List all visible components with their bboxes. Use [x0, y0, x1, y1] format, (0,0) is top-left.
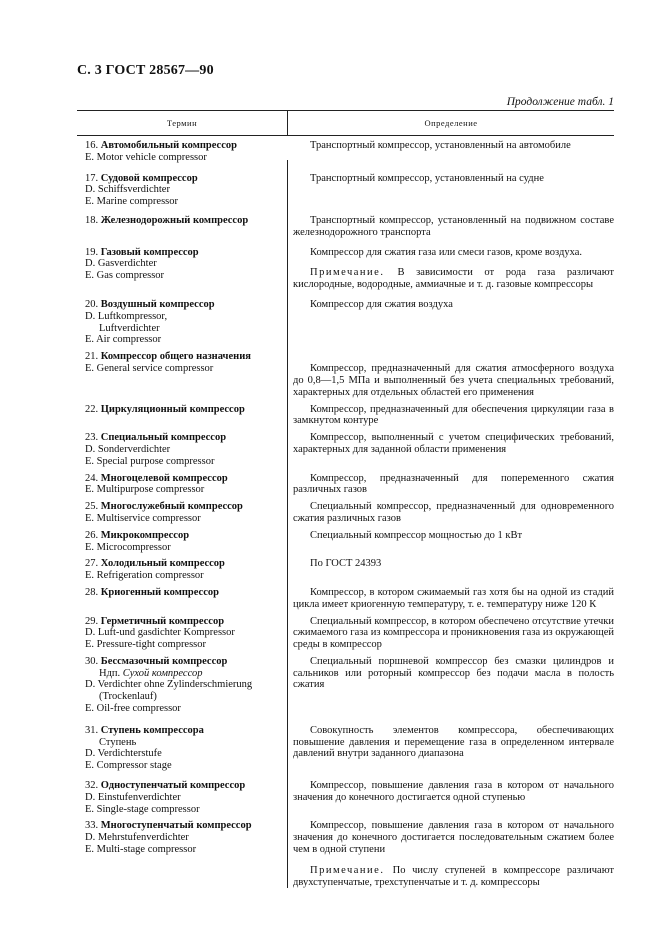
definition-cell [287, 140, 614, 164]
definition-text: По ГОСТ 24393 [310, 558, 382, 570]
term-ru: Судовой компрессор [100, 172, 198, 184]
term-cell [77, 215, 287, 239]
term-ru: Автомобильный компрессор [100, 140, 237, 151]
definition-cell [287, 558, 614, 582]
definition-text: Компрессор, выполненный с учетом специфических требований, характерных для заданной области применения [293, 432, 614, 455]
definition-cell [287, 404, 614, 428]
term-ru: Одноступенчатый компрессор [100, 780, 246, 792]
table-row [77, 656, 614, 715]
table-row [77, 530, 614, 554]
definition-cell [287, 432, 614, 467]
term-number: 25. [85, 501, 101, 513]
table-row [77, 820, 614, 888]
page-header: С. 3 ГОСТ 28567—90 [77, 63, 214, 78]
table-row [77, 299, 614, 346]
definition-text: Специальный поршневой компрессор без смазки цилиндров и сальников или роторный компрессор без подачи масла в полость сжатия [293, 655, 614, 691]
note-label: Примечание. [310, 267, 398, 279]
definition-cell [287, 247, 614, 291]
term-equivalent: E. Multipurpose compressor [85, 484, 205, 496]
term-equivalent: D. Luft-und gasdichter Kompressor [85, 627, 235, 639]
term-equivalent: E. Motor vehicle compressor [85, 151, 207, 163]
term-ru: Микрокомпрессор [100, 529, 190, 541]
term-heading [85, 501, 287, 513]
table-row [77, 558, 614, 582]
term-number: 26. [85, 529, 101, 541]
term-equivalent: D. Mehrstufenverdichter [85, 832, 189, 844]
term-number: 29. [85, 615, 101, 627]
term-number: 19. [85, 246, 101, 258]
term-equivalent: E. Single-stage compressor [85, 803, 200, 815]
term-ru: Бессмазочный компрессор [100, 655, 228, 667]
term-number: 20. [85, 298, 101, 310]
term-ru: Воздушный компрессор [100, 298, 215, 310]
term-equivalent: D. Sonderverdichter [85, 443, 171, 455]
term-ru: Циркуляционный компрессор [100, 403, 245, 415]
term-cell [77, 820, 287, 888]
table-row [77, 215, 614, 239]
term-heading [85, 404, 287, 416]
term-ru: Криогенный компрессор [100, 586, 219, 598]
term-number: 24. [85, 472, 101, 484]
term-equivalent: E. Gas compressor [85, 270, 165, 282]
term-cell [77, 725, 287, 772]
term-heading [85, 473, 287, 485]
term-cell [77, 140, 287, 164]
term-heading [85, 725, 287, 737]
table-row [77, 616, 614, 651]
note-text: По числу ступеней в компрессоре различают двухступенчатые, трехступенчатые и т. д. компрессоры [293, 864, 614, 888]
term-ru: Специальный компрессор [100, 432, 227, 444]
term-equivalent [85, 668, 287, 680]
table-row [77, 473, 614, 497]
term-cell [77, 351, 287, 398]
term-number: 32. [85, 780, 101, 792]
note-text: В зависимости от рода газа различают кислородные, водородные, аммиачные и т. д. газовые компрессоры [293, 267, 614, 291]
term-equivalent: D. Verdichter ohne Zylinderschmierung [85, 679, 253, 691]
definition-cell [287, 173, 614, 208]
term-equivalent: E. Marine compressor [85, 196, 179, 208]
note-label: Примечание. [310, 864, 393, 876]
term-ru: Многоцелевой компрессор [100, 472, 228, 484]
definition-cell [287, 351, 614, 398]
definition-text: Компрессор, в котором сжимаемый газ хотя бы на одной из стадий цикла имеет криогенную температуру, т. е. температуру ниже 120 К [293, 586, 614, 610]
table-row [77, 140, 614, 164]
term-heading [85, 247, 287, 259]
term-cell [77, 299, 287, 346]
definition-text: Компрессор для сжатия газа или смеси газов, кроме воздуха. [310, 246, 582, 258]
term-number: 30. [85, 655, 101, 667]
term-number: 17. [85, 172, 101, 184]
definition-cell [287, 616, 614, 651]
definition-cell [287, 215, 614, 239]
definition-text: Специальный компрессор мощностью до 1 кВт [310, 529, 523, 541]
terms-table [77, 110, 614, 888]
definition-text: Транспортный компрессор, установленный на судне [310, 172, 544, 184]
table-continuation: Продолжение табл. 1 [506, 96, 614, 108]
definition-note [293, 267, 614, 291]
term-heading [85, 656, 287, 668]
term-equivalent: D. Schiffsverdichter [85, 184, 170, 196]
term-equivalent: E. Refrigeration compressor [85, 570, 204, 582]
term-number: 33. [85, 820, 101, 832]
term-ru: Компрессор общего назначения [100, 351, 251, 363]
term-number: 16. [85, 140, 101, 151]
term-number: 21. [85, 351, 101, 363]
definition-text: Совокупность элементов компрессора, обеспечивающих повышение давления и перемещение газа в определенном интервале давлений внутри заданного диапазона [293, 724, 614, 760]
term-number: 27. [85, 558, 101, 570]
term-cell [77, 432, 287, 467]
term-heading [85, 587, 287, 599]
term-number: 23. [85, 432, 101, 444]
table-row [77, 432, 614, 467]
term-heading [85, 558, 287, 570]
term-heading [85, 173, 287, 185]
term-cell [77, 473, 287, 497]
term-label: Ндп. [99, 667, 123, 679]
term-equivalent: E. Multi-stage compressor [85, 844, 197, 856]
term-ru: Герметичный компрессор [100, 615, 225, 627]
table-row [77, 587, 614, 611]
term-equivalent: E. Pressure-tight compressor [85, 639, 207, 651]
definition-cell [287, 530, 614, 554]
definition-note [293, 865, 614, 889]
definition-text: Транспортный компрессор, установленный на подвижном составе железнодорожного транспорта [293, 214, 614, 238]
term-ru: Железнодорожный компрессор [100, 214, 249, 226]
term-equivalent: E. General service compressor [85, 362, 214, 374]
term-cell [77, 247, 287, 291]
definition-cell [287, 473, 614, 497]
term-cell [77, 501, 287, 525]
table-row [77, 780, 614, 815]
term-ru: Газовый компрессор [100, 246, 199, 258]
definition-cell [287, 725, 614, 772]
definition-text: Компрессор, предназначенный для попеременного сжатия различных газов [293, 472, 614, 496]
definition-text: Компрессор, повышение давления газа в котором от начального значения до конечного достигается одной ступенью [293, 780, 614, 803]
column-term: Термин [77, 111, 288, 135]
column-definition: Определение [424, 118, 478, 128]
definition-text: Транспортный компрессор, установленный на автомобиле [310, 140, 571, 151]
term-cell [77, 173, 287, 208]
term-equivalent: D. Luftkompressor, [85, 310, 168, 322]
definition-cell [287, 587, 614, 611]
definition-cell [287, 299, 614, 346]
table-row [77, 351, 614, 398]
term-ru: Холодильный компрессор [100, 558, 225, 570]
term-heading [85, 215, 287, 227]
term-heading [85, 616, 287, 628]
table-row [77, 247, 614, 291]
term-cell [77, 780, 287, 815]
definition-text: Специальный компрессор, предназначенный для одновременного сжатия различных газов [293, 501, 614, 524]
term-equivalent: D. Verdichterstufe [85, 748, 162, 760]
term-equivalent: E. Microcompressor [85, 541, 171, 553]
term-equivalent: Ступень [99, 736, 137, 748]
term-equivalent: (Trockenlauf) [99, 691, 157, 703]
term-heading [85, 351, 287, 363]
term-ru: Многоступенчатый компрессор [100, 820, 252, 832]
table-row [77, 404, 614, 428]
term-heading [85, 780, 287, 792]
definition-cell [287, 780, 614, 815]
table-row [77, 501, 614, 525]
term-equivalent: D. Einstufenverdichter [85, 791, 181, 803]
term-number: 31. [85, 724, 101, 736]
term-cell [77, 530, 287, 554]
term-equivalent: E. Oil-free compressor [85, 703, 181, 715]
table-body [77, 136, 614, 888]
table-row [77, 173, 614, 208]
term-cell [77, 587, 287, 611]
definition-text: Компрессор, повышение давления газа в котором от начального значения до конечного достигается последовательным сжатием более чем в одной ступени [293, 820, 614, 856]
term-ru: Ступень компрессора [100, 724, 204, 736]
term-heading [85, 530, 287, 542]
term-cell [77, 404, 287, 428]
definition-text: Специальный компрессор, в котором обеспечено отсутствие утечки сжимаемого газа из компрессора и проникновения газа из окружающей среды в компрессор [293, 615, 614, 651]
definition-text: Компрессор, предназначенный для сжатия атмосферного воздуха до 0,8—1,5 МПа и выполненный без учета специальных требований, характерных для отдельных областей его применения [293, 363, 614, 398]
term-number: 22. [85, 403, 101, 415]
term-cell [77, 616, 287, 651]
definition-text: Компрессор, предназначенный для обеспечения циркуляции газа в замкнутом контуре [293, 403, 614, 427]
term-heading [85, 140, 287, 152]
term-cell [77, 558, 287, 582]
definition-text: Компрессор для сжатия воздуха [310, 298, 453, 310]
term-equivalent: Luftverdichter [99, 322, 160, 334]
definition-cell [287, 656, 614, 715]
term-equivalent: E. Special purpose compressor [85, 455, 215, 467]
term-ru: Многослужебный компрессор [100, 501, 243, 513]
term-heading [85, 432, 287, 444]
term-cell [77, 656, 287, 715]
column-divider [287, 160, 288, 888]
term-deprecated: Сухой компрессор [122, 667, 203, 679]
term-heading [85, 299, 287, 311]
table-row [77, 725, 614, 772]
term-heading [85, 820, 287, 832]
definition-cell [287, 820, 614, 888]
term-equivalent: E. Compressor stage [85, 760, 172, 772]
term-equivalent: D. Gasverdichter [85, 258, 157, 270]
term-equivalent: E. Air compressor [85, 334, 162, 346]
term-number: 18. [85, 214, 101, 226]
table-header [77, 110, 614, 136]
term-number: 28. [85, 586, 101, 598]
definition-cell [287, 501, 614, 525]
term-equivalent: E. Multiservice compressor [85, 512, 201, 524]
